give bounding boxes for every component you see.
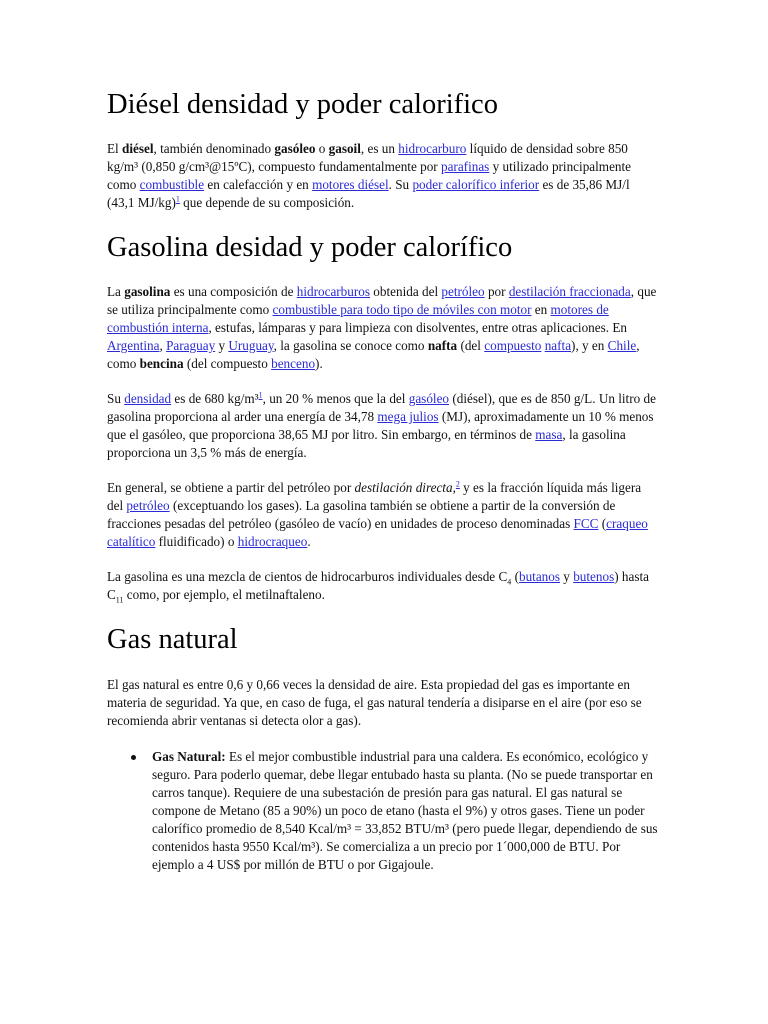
text-run: fluidificado) o: [155, 534, 238, 549]
text-run: , la gasolina se conoce como: [273, 338, 428, 353]
link-chile[interactable]: Chile: [607, 338, 637, 353]
gasolina-heading: Gasolina desidad y poder calorífico: [107, 232, 513, 263]
link-mega-julios[interactable]: mega julios: [377, 409, 439, 424]
text-run: y: [560, 569, 574, 584]
text-run: En general, se obtiene a partir del petróleo por: [107, 480, 355, 495]
gasolina-paragraph-1: [107, 283, 658, 373]
link-butanos[interactable]: butanos: [518, 569, 560, 584]
reference-link-1[interactable]: 1: [175, 194, 180, 204]
link-craqueo-catalitico[interactable]: craqueo catalítico: [107, 516, 648, 549]
bold-term-nafta: nafta: [427, 338, 458, 353]
link-densidad[interactable]: densidad: [124, 391, 172, 406]
text-run: que depende de su composición.: [179, 195, 355, 210]
text-run: ,: [452, 480, 456, 495]
text-run: y utilizado principalmente como: [107, 159, 632, 192]
bold-term-gasolina: gasolina: [124, 284, 171, 299]
text-run: (del: [457, 338, 485, 353]
link-nafta[interactable]: nafta: [544, 338, 572, 353]
link-combustible[interactable]: combustible: [139, 177, 205, 192]
text-run: (: [598, 516, 607, 531]
bullet-icon: [131, 755, 136, 760]
text-run: y: [215, 338, 229, 353]
bold-term-gasoil: gasoil: [328, 141, 361, 156]
text-run: es una composición de: [170, 284, 297, 299]
text-run: , la gasolina proporciona un 3,5 % más de energía.: [107, 427, 626, 460]
text-run: . Su: [388, 177, 413, 192]
gasolina-paragraph-2: [107, 390, 658, 462]
link-paraguay[interactable]: Paraguay: [166, 338, 216, 353]
text-run: , estufas, lámparas y para limpieza con disolventes, entre otras aplicaciones. En: [208, 320, 628, 335]
text-run: es de 35,86 MJ/l (43,1 MJ/kg): [107, 177, 630, 210]
link-compuesto[interactable]: compuesto: [484, 338, 542, 353]
list-item-text: Es el mejor combustible industrial para una caldera. Es económico, ecológico y seguro. Para poderlo quemar, debe llegar entubado hasta su planta. (No se puede transportar en carros tanque). Requiere de una subestación de presión para gas natural. El gas natural se compone de Metano (85 a 90%) un poco de etano (hasta el 9%) y otros gases. Tiene un poder calorífico promedio de 8,540 Kcal/m³ = 33,852 BTU/m³ (pero puede llegar, dependiendo de sus contenidos hasta 9550 Kcal/m³). Se comercializa a un precio por 1´000,000 de BTU. Por ejemplo a 4 US$ por millón de BTU o por Gigajoule.: [152, 749, 658, 872]
diesel-paragraph: [107, 140, 658, 212]
diesel-heading: Diésel densidad y poder calorifico: [107, 89, 498, 120]
reference-link-1[interactable]: 1: [258, 390, 263, 400]
text-run: La: [107, 284, 125, 299]
link-motores-combustion-interna[interactable]: motores de combustión interna: [107, 302, 609, 335]
link-petroleo[interactable]: petróleo: [441, 284, 485, 299]
link-butenos[interactable]: butenos: [573, 569, 615, 584]
text-run: por: [484, 284, 509, 299]
gasolina-paragraph-3: [107, 479, 658, 551]
link-benceno[interactable]: benceno: [271, 356, 316, 371]
text-run: , también denominado: [153, 141, 275, 156]
text-run: líquido de densidad sobre 850 kg/m³ (0,850 g/cm³@15ºC), compuesto fundamentalmente por: [107, 141, 628, 174]
text-run: o: [315, 141, 329, 156]
link-parafinas[interactable]: parafinas: [440, 159, 490, 174]
text-run: (exceptuando los gases). La gasolina también se obtiene a partir de la conversión de fracciones pesadas del petróleo (gasóleo de vacío) en unidades de proceso denominadas: [107, 498, 616, 531]
text-run: El: [107, 141, 123, 156]
reference-link-2[interactable]: 2: [455, 479, 460, 489]
italic-term-destilacion-directa: destilación directa: [354, 480, 453, 495]
gas-natural-paragraph: El gas natural es entre 0,6 y 0,66 veces la densidad de aire. Esta propiedad del gas es importante en materia de seguridad. Ya que, en caso de fuga, el gas natural tendería a disiparse en el aire (por eso se recomienda abrir ventanas si detecta olor a gas).: [107, 677, 642, 728]
text-run: es de 680 kg/m³: [171, 391, 259, 406]
link-uruguay[interactable]: Uruguay: [228, 338, 274, 353]
link-hidrocarburos[interactable]: hidrocarburos: [296, 284, 370, 299]
link-masa[interactable]: masa: [535, 427, 563, 442]
subscript: 11: [115, 595, 124, 605]
text-run: Su: [107, 391, 125, 406]
text-run: como, por ejemplo, el metilnaftaleno.: [123, 587, 325, 602]
text-run: y es la fracción líquida más ligera del: [107, 480, 642, 513]
bold-term-diesel: diésel: [122, 141, 154, 156]
list-item-label: Gas Natural:: [152, 749, 226, 764]
text-run: .: [307, 534, 311, 549]
link-hidrocarburo[interactable]: hidrocarburo: [398, 141, 467, 156]
link-poder-calorifico[interactable]: poder calorífico inferior: [412, 177, 540, 192]
text-run: (MJ), aproximadamente un 10 % menos que el gasóleo, que proporciona 38,65 MJ por litro. Sin embargo, en términos de: [107, 409, 654, 442]
subscript: 4: [507, 577, 512, 587]
link-fcc[interactable]: FCC: [573, 516, 599, 531]
gasolina-paragraph-4: [107, 568, 658, 604]
gas-natural-list: [107, 748, 658, 874]
text-run: , como: [107, 338, 640, 371]
text-run: La gasolina es una mezcla de cientos de hidrocarburos individuales desde C: [107, 569, 508, 584]
text-run: ).: [315, 356, 323, 371]
text-run: , es un: [360, 141, 399, 156]
text-run: ), y en: [571, 338, 608, 353]
bold-term-gasoleo: gasóleo: [274, 141, 316, 156]
link-argentina[interactable]: Argentina: [107, 338, 160, 353]
text-run: obtenida del: [370, 284, 442, 299]
link-combustible-moviles[interactable]: combustible para todo tipo de móviles con motor: [272, 302, 532, 317]
link-hidrocraqueo[interactable]: hidrocraqueo: [237, 534, 308, 549]
text-run: , que se utiliza principalmente como: [107, 284, 657, 317]
link-petroleo-2[interactable]: petróleo: [126, 498, 170, 513]
link-gasoleo[interactable]: gasóleo: [408, 391, 450, 406]
link-motores-diesel[interactable]: motores diésel: [312, 177, 389, 192]
text-run: ) hasta C: [107, 569, 650, 602]
text-run: en: [531, 302, 551, 317]
list-item: [152, 748, 658, 874]
bold-term-bencina: bencina: [139, 356, 184, 371]
text-run: en calefacción y en: [204, 177, 313, 192]
text-run: , un 20 % menos que la del: [262, 391, 409, 406]
link-destilacion-fraccionada[interactable]: destilación fraccionada: [508, 284, 631, 299]
text-run: (: [511, 569, 519, 584]
text-run: (del compuesto: [183, 356, 272, 371]
text-run: (diésel), que es de 850 g/L. Un litro de gasolina proporciona al arder una energía de 34,78: [107, 391, 656, 424]
text-run: ,: [159, 338, 167, 353]
gas-natural-heading: Gas natural: [107, 624, 238, 655]
